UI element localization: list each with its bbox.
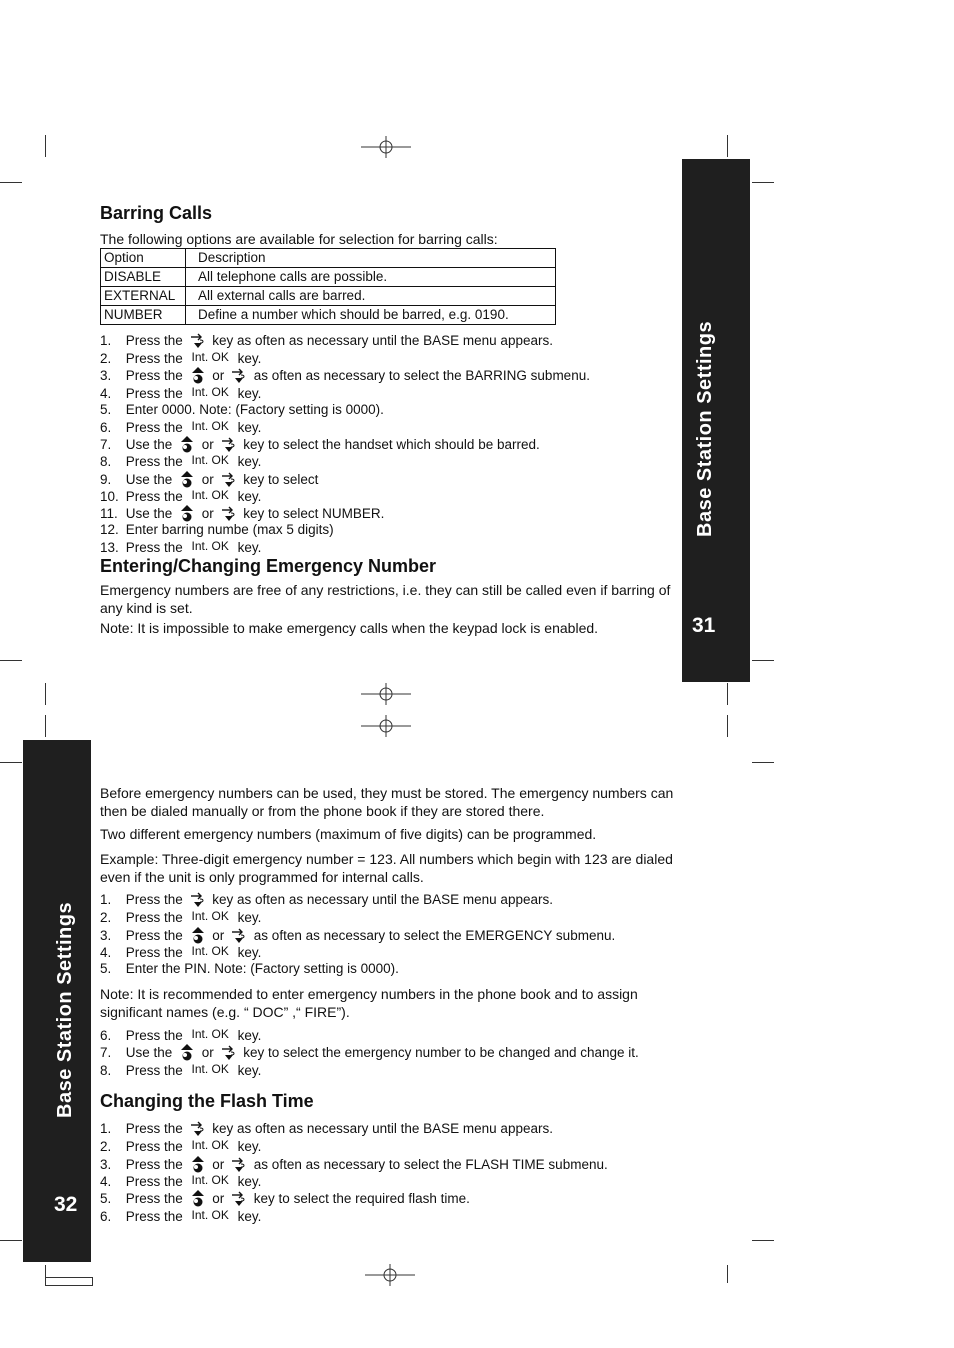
emergency-count-paragraph: Two different emergency numbers (maximum of five digits) can be programmed. xyxy=(100,826,597,842)
section-tab-title: Base Station Settings xyxy=(694,320,716,537)
crop-mark xyxy=(752,182,774,183)
step-text: key to select NUMBER. xyxy=(239,506,385,521)
page-number: 32 xyxy=(54,1193,78,1216)
table-cell: All telephone calls are possible. xyxy=(186,268,556,287)
crop-mark xyxy=(727,135,728,157)
int-ok-key-label: Int. OK xyxy=(191,419,229,433)
section-tab-left xyxy=(23,740,91,1262)
step-number: 10. xyxy=(100,488,119,504)
int-ok-key-label: Int. OK xyxy=(191,909,229,924)
step-text: Press the xyxy=(122,944,187,960)
step-item xyxy=(100,1137,261,1155)
crop-mark xyxy=(752,660,774,661)
step-text: Enter barring numbe (max 5 digits) xyxy=(122,522,334,538)
step-text: or xyxy=(198,1045,218,1061)
int-ok-key-label: Int. OK xyxy=(191,1172,229,1187)
step-item xyxy=(100,349,261,367)
step-text: key. xyxy=(233,351,262,367)
table-cell: EXTERNAL xyxy=(101,287,186,306)
step-text: Press the xyxy=(122,1173,187,1189)
emergency-phonebook-note: Note: It is recommended to enter emergency numbers in the phone book and to assign significant names (e.g. “ DOC” ,“ FIRE”). xyxy=(100,986,638,1020)
crop-mark xyxy=(0,1240,22,1241)
step-text: Press the xyxy=(122,1139,187,1155)
table-header-row xyxy=(101,249,556,268)
step-text: Press the xyxy=(122,892,187,907)
crop-mark xyxy=(0,182,22,183)
table-row xyxy=(101,268,556,287)
table-cell: All external calls are barred. xyxy=(186,287,556,306)
int-ok-key-label: Int. OK xyxy=(191,943,229,958)
step-text: key. xyxy=(233,385,262,401)
step-number: 2. xyxy=(100,1139,112,1155)
table-cell: DISABLE xyxy=(101,268,186,287)
step-number: 8. xyxy=(100,1062,112,1078)
step-number: 3. xyxy=(100,927,112,943)
step-text: Use the xyxy=(122,506,177,521)
step-text: Enter the PIN. Note: (Factory setting is 0000). xyxy=(122,961,399,977)
step-text: or xyxy=(208,1191,229,1207)
step-text: key to select the required flash time. xyxy=(250,1191,470,1207)
emergency-store-paragraph: Before emergency numbers can be used, they must be stored. The emergency numbers can then be dialed manually or from the phone book if they are stored there. xyxy=(100,785,674,819)
step-text: key to select the emergency number to be changed and change it. xyxy=(239,1045,639,1061)
step-number: 4. xyxy=(100,1173,112,1189)
step-number: 2. xyxy=(100,910,112,926)
step-number: 7. xyxy=(100,1045,112,1061)
step-item xyxy=(100,908,261,926)
step-text: or xyxy=(208,368,229,384)
step-text: Press the xyxy=(122,420,187,435)
registration-mark xyxy=(361,715,411,737)
step-item xyxy=(100,1207,261,1225)
step-number: 3. xyxy=(100,368,112,384)
crop-mark xyxy=(727,715,728,737)
step-item xyxy=(100,1172,261,1190)
step-text: Press the xyxy=(122,454,187,470)
registration-mark xyxy=(365,1264,415,1286)
step-number: 2. xyxy=(100,351,112,367)
step-text: as often as necessary to select the EMERGENCY submenu. xyxy=(250,927,616,943)
step-item xyxy=(100,1026,261,1044)
step-text: key. xyxy=(233,910,262,926)
section-tab-title: Base Station Settings xyxy=(54,901,76,1118)
crop-mark xyxy=(45,135,46,157)
step-text: Press the xyxy=(122,1191,187,1207)
step-text: Press the xyxy=(122,927,187,943)
registration-mark xyxy=(361,683,411,705)
step-item xyxy=(100,452,261,470)
step-text: or xyxy=(208,927,229,943)
step-text: key to select xyxy=(239,471,319,487)
step-item xyxy=(100,384,261,402)
step-item xyxy=(100,943,261,961)
barring-options-table xyxy=(100,248,556,325)
int-ok-key-label: Int. OK xyxy=(191,1207,229,1222)
int-ok-key-label: Int. OK xyxy=(191,487,229,502)
step-number: 1. xyxy=(100,892,112,907)
registration-mark xyxy=(361,136,411,158)
step-text: Use the xyxy=(122,437,177,453)
section-heading-flash: Changing the Flash Time xyxy=(100,1091,314,1111)
step-text: key. xyxy=(233,1173,262,1189)
int-ok-key-label: Int. OK xyxy=(191,1027,229,1041)
int-ok-key-label: Int. OK xyxy=(191,350,229,365)
table-cell: Define a number which should be barred, e.g. 0190. xyxy=(186,306,556,325)
table-cell: NUMBER xyxy=(101,306,186,325)
step-text: key. xyxy=(233,488,262,504)
crop-mark xyxy=(727,683,728,705)
emergency-note: Note: It is impossible to make emergency calls when the keypad lock is enabled. xyxy=(100,620,599,636)
crop-mark xyxy=(0,762,22,763)
int-ok-key-label: Int. OK xyxy=(191,384,229,399)
step-text: Press the xyxy=(122,1062,187,1078)
step-text: key. xyxy=(233,454,262,470)
step-text: Press the xyxy=(122,385,187,401)
registration-box xyxy=(45,1277,93,1286)
step-text: or xyxy=(198,471,218,487)
step-text: key as often as necessary until the BASE menu appears. xyxy=(208,1121,553,1136)
step-number: 9. xyxy=(100,471,112,487)
step-number: 11. xyxy=(100,506,118,521)
section-heading-emergency: Entering/Changing Emergency Number xyxy=(100,556,437,576)
step-text: Press the xyxy=(122,1208,187,1224)
step-text: key. xyxy=(233,1139,262,1155)
step-number: 7. xyxy=(100,437,112,453)
step-item xyxy=(100,487,261,505)
step-number: 5. xyxy=(100,961,112,977)
section-tab-right xyxy=(682,159,750,682)
step-number: 6. xyxy=(100,1208,112,1224)
step-text: key as often as necessary until the BASE menu appears. xyxy=(208,333,553,348)
step-number: 4. xyxy=(100,385,112,401)
crop-mark xyxy=(45,683,46,705)
step-text: key as often as necessary until the BASE menu appears. xyxy=(208,892,553,907)
step-text: Press the xyxy=(122,1028,187,1043)
step-text: or xyxy=(198,437,218,453)
int-ok-key-label: Int. OK xyxy=(191,453,229,468)
int-ok-key-label: Int. OK xyxy=(191,1138,229,1153)
step-text: Press the xyxy=(122,1121,187,1136)
step-text: Press the xyxy=(122,910,187,926)
step-item xyxy=(100,418,261,436)
step-number: 5. xyxy=(100,1191,112,1207)
step-item xyxy=(100,960,399,977)
step-text: key. xyxy=(233,1208,262,1224)
emergency-example-paragraph: Example: Three-digit emergency number = 123. All numbers which begin with 123 are dialed even if the unit is only programmed for internal calls. xyxy=(100,851,673,885)
crop-mark xyxy=(752,762,774,763)
int-ok-key-label: Int. OK xyxy=(191,539,229,554)
step-text: Press the xyxy=(122,540,187,556)
step-text: as often as necessary to select the BARRING submenu. xyxy=(250,368,590,384)
page-number: 31 xyxy=(692,614,716,637)
step-text: Press the xyxy=(122,488,187,504)
int-ok-key-label: Int. OK xyxy=(191,1061,229,1076)
step-number: 13. xyxy=(100,540,119,556)
crop-mark xyxy=(45,715,46,737)
step-number: 5. xyxy=(100,401,112,417)
section-heading-barring: Barring Calls xyxy=(100,203,213,223)
step-text: key to select the handset which should be barred. xyxy=(239,437,540,453)
crop-mark xyxy=(752,1240,774,1241)
step-number: 1. xyxy=(100,1121,112,1136)
step-item xyxy=(100,1061,261,1079)
step-text: Enter 0000. Note: (Factory setting is 0000). xyxy=(122,401,384,417)
table-header: Description xyxy=(186,249,556,268)
step-text: or xyxy=(198,506,218,521)
step-item xyxy=(100,538,261,556)
step-text: key. xyxy=(233,1062,262,1078)
step-text: key. xyxy=(233,540,262,556)
table-row xyxy=(101,306,556,325)
step-item xyxy=(100,401,384,418)
step-text: Press the xyxy=(122,351,187,367)
step-text: Use the xyxy=(122,471,177,487)
step-number: 4. xyxy=(100,944,112,960)
table-header: Option xyxy=(101,249,186,268)
step-text: key. xyxy=(233,420,262,435)
step-number: 6. xyxy=(100,1028,112,1043)
step-number: 1. xyxy=(100,333,112,348)
step-text: or xyxy=(208,1156,229,1172)
step-text: key. xyxy=(233,1028,262,1043)
crop-mark xyxy=(0,660,22,661)
crop-mark xyxy=(727,1265,728,1283)
step-item xyxy=(100,521,334,538)
step-number: 3. xyxy=(100,1156,112,1172)
step-text: key. xyxy=(233,944,262,960)
emergency-paragraph: Emergency numbers are free of any restrictions, i.e. they can still be called even if barring of any kind is set. xyxy=(100,582,671,616)
table-row xyxy=(101,287,556,306)
step-text: Press the xyxy=(122,1156,187,1172)
step-text: Press the xyxy=(122,368,187,384)
step-number: 12. xyxy=(100,522,119,538)
step-number: 8. xyxy=(100,454,112,470)
step-number: 6. xyxy=(100,420,112,435)
step-text: Use the xyxy=(122,1045,177,1061)
step-text: as often as necessary to select the FLASH TIME submenu. xyxy=(250,1156,608,1172)
step-text: Press the xyxy=(122,333,187,348)
barring-intro: The following options are available for selection for barring calls: xyxy=(100,231,498,247)
